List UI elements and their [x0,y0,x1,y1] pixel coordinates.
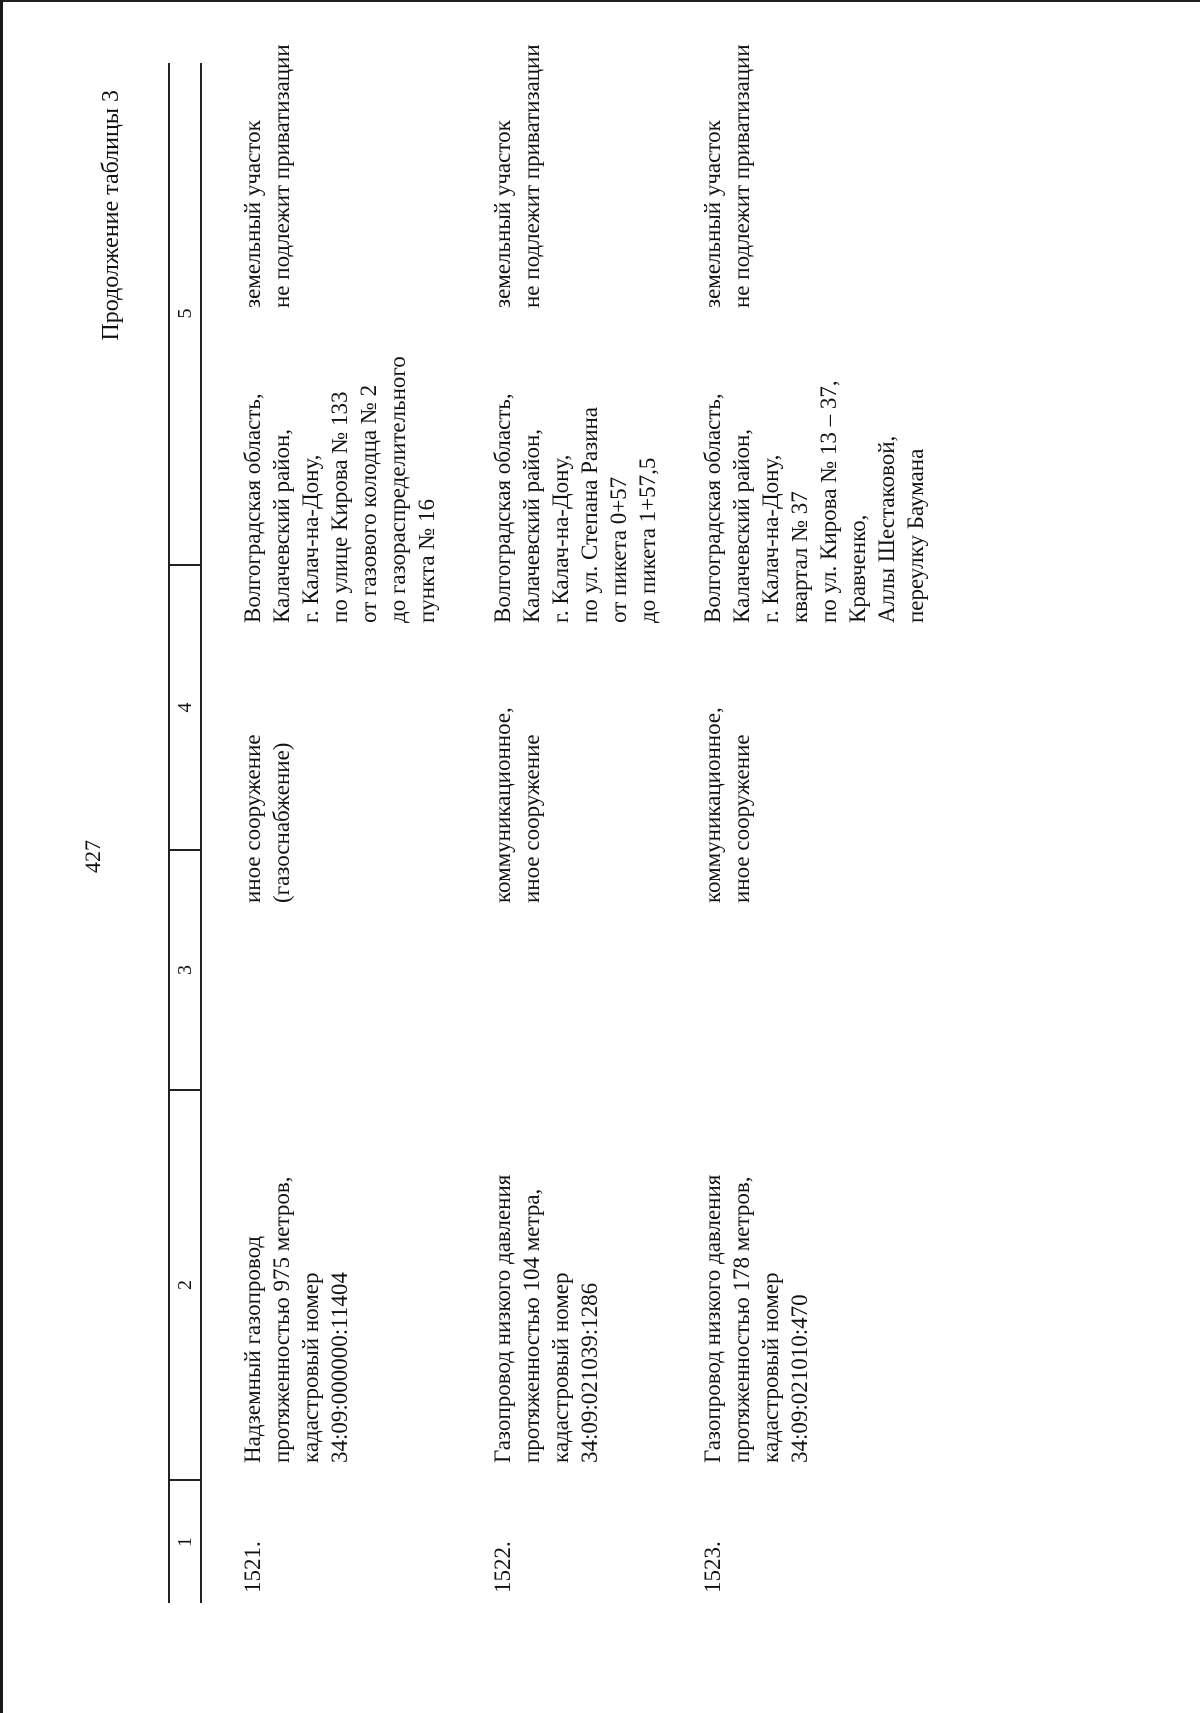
object-address: Волгоградская область, Калачевский район, г. Калач-на-Дону, по улице Кирова № 133 от газового колодца № 2 до газораспределительного пункта № 16 [240,356,439,623]
object-address: Волгоградская область, Калачевский район, г. Калач-на-Дону, по ул. Степана Разина от пикета 0+57 до пикета 1+57,5 [490,393,660,623]
page-number: 427 [80,840,105,873]
table-row [238,44,488,1603]
object-type: коммуникационное, иное сооружение [700,707,754,903]
object-address: Волгоградская область, Калачевский район, г. Калач-на-Дону, квартал № 37 по ул. Кирова № 13 – 37, Кравченко, Аллы Шестаковой, переулку Баумана [700,380,928,623]
object-type: коммуникационное, иное сооружение [490,707,544,903]
table-header-row [168,63,202,1603]
object-name: Газопровод низкого давления протяженностью 178 метров, кадастровый номер 34:09:021010:470 [700,1174,812,1463]
row-number: 1521. [240,1541,265,1593]
header-cell-5: 5 [174,308,196,319]
privatization-status: земельный участок не подлежит приватизации [700,44,754,308]
row-number: 1522. [490,1541,515,1593]
object-name: Надземный газопровод протяженностью 975 метров, кадастровый номер 34:09:000000:11404 [240,1176,352,1463]
property-table [168,44,958,1603]
table-row [488,44,698,1603]
header-cell-3: 3 [170,849,200,1089]
object-name: Газопровод низкого давления протяженностью 104 метра, кадастровый номер 34:09:021039:1286 [490,1174,602,1463]
object-type: иное сооружение (газоснабжение) [240,734,294,903]
header-cell-4: 4 [170,564,200,849]
table-row [698,44,958,1603]
header-cell-2: 2 [170,1089,200,1479]
row-number: 1523. [700,1541,725,1593]
table-continuation-label: Продолжение таблицы 3 [98,90,124,341]
privatization-status: земельный участок не подлежит приватизации [490,44,544,308]
header-cell-1: 1 [170,1479,200,1603]
privatization-status: земельный участок не подлежит приватизации [240,44,294,308]
